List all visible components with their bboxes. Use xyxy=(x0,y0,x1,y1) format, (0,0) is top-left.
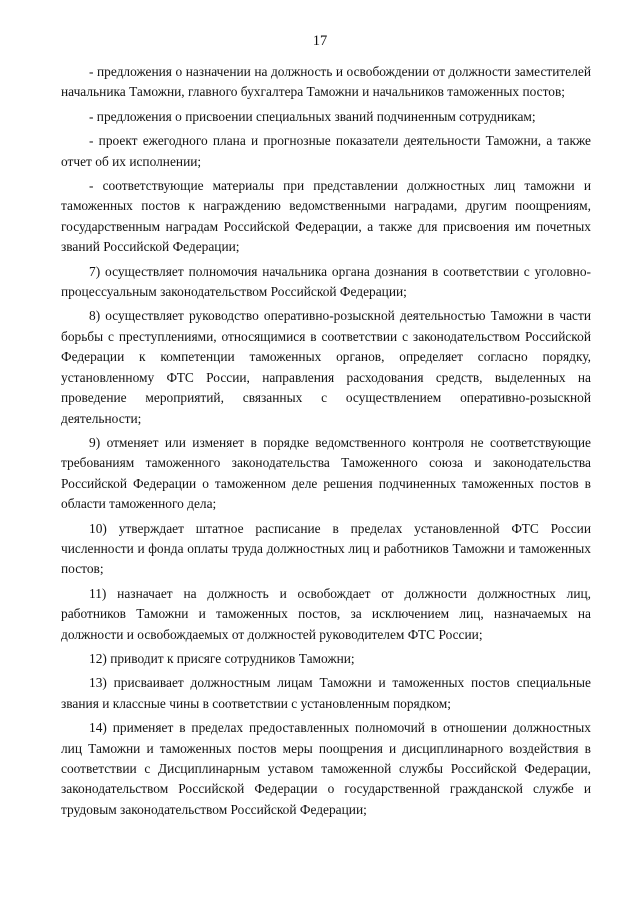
paragraph-item-11: 11) назначает на должность и освобождает от должности должностных лиц, работников Таможни и таможенных постов, за исключением лиц, назначаемых на должности и освобождаемых от должностей руководителем ФТС России; xyxy=(61,585,591,642)
paragraph-item-12: 12) приводит к присяге сотрудников Таможни; xyxy=(89,650,355,666)
paragraph-item-9: 9) отменяет или изменяет в порядке ведомственного контроля не соответствующие требованиям таможенного законодательства Таможенного союза и законодательства Российской Федерации о таможенном деле решения подчиненных таможенных постов в области таможенного дела; xyxy=(61,434,591,512)
paragraph-item-13: 13) присваивает должностным лицам Таможни и таможенных постов специальные звания и классные чины в соответствии с установленным порядком; xyxy=(61,675,591,711)
paragraph-item-8: 8) осуществляет руководство оперативно-розыскной деятельностью Таможни в части борьбы с преступлениями, относящимися в соответствии с законодательством Российской Федерации к компетенции таможенных органов, определяет согласно порядку, установленному ФТС России, направления расходования средств, выделенных на проведение мероприятий, связанных с осуществлением оперативно-розыскной деятельности; xyxy=(61,308,591,426)
paragraph-item-14: 14) применяет в пределах предоставленных полномочий в отношении должностных лиц Таможни и таможенных постов меры поощрения и дисциплинарного воздействия в соответствии с Дисциплинарным уставом таможенной службы Российской Федерации, законодательством Российской Федерации о государственной гражданской службе и трудовым законодательством Российской Федерации; xyxy=(61,720,591,817)
document-body xyxy=(61,62,591,824)
paragraph-proposals-ranks: - предложения о присвоении специальных званий подчиненным сотрудникам; xyxy=(89,108,536,124)
paragraph-item-7: 7) осуществляет полномочия начальника органа дознания в соответствии с уголовно-процессуальным законодательством Российской Федерации; xyxy=(61,263,591,300)
page-number: 17 xyxy=(312,33,328,49)
paragraph-item-10: 10) утверждает штатное расписание в пределах установленной ФТС России численности и фонда оплаты труда должностных лиц и работников Таможни и таможенных постов; xyxy=(61,520,591,577)
paragraph-annual-plan: - проект ежегодного плана и прогнозные показатели деятельности Таможни, а также отчет об их исполнении; xyxy=(61,133,591,169)
paragraph-awards-materials: - соответствующие материалы при представлении должностных лиц таможни и таможенных постов к награждению ведомственными наградами, другим поощрениям, государственным наградам Российской Федерации, а также для присвоения им почетных званий Российской Федерации; xyxy=(61,178,591,255)
paragraph-proposals-appointment: - предложения о назначении на должность и освобождении от должности заместителей начальника Таможни, главного бухгалтера Таможни и начальников таможенных постов; xyxy=(61,64,591,100)
